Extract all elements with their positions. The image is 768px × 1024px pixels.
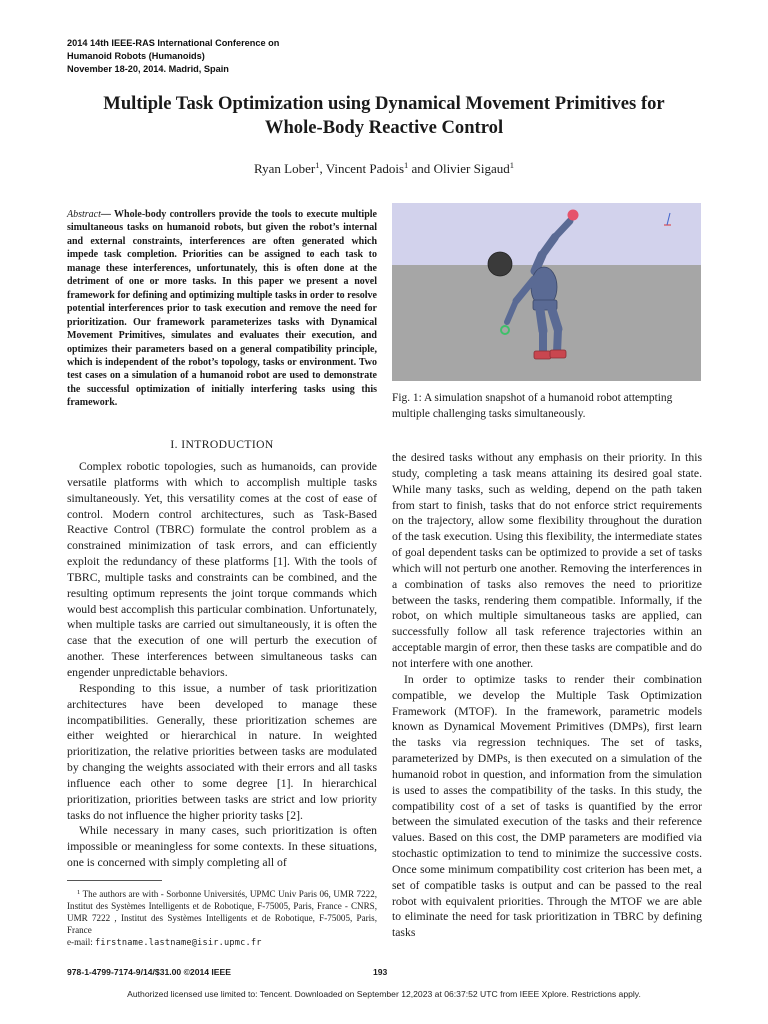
footnote-mark: 1 (77, 889, 81, 896)
figure-caption: Fig. 1: A simulation snapshot of a humanoid robot attempting multiple challenging tasks simultaneously. (392, 392, 673, 420)
footnote (67, 888, 377, 949)
email-address: firstname.lastname@isir.upmc.fr (95, 938, 262, 949)
red-target-marker (568, 210, 579, 221)
author-2: Vincent Padois (325, 161, 405, 176)
footer-isbn: 978-1-4799-7174-9/14/$31.00 ©2014 IEEE (67, 967, 232, 977)
abstract-label: Abstract (67, 209, 101, 220)
email-label: e-mail: (67, 937, 96, 948)
footnote-divider (67, 880, 162, 881)
introduction-right-column (392, 450, 702, 941)
author-3: Olivier Sigaud (433, 161, 510, 176)
license-notice: Authorized licensed use limited to: Tencent. Downloaded on September 12,2023 at 06:37:52 UTC from IEEE Xplore. Restrictions apply. (127, 989, 641, 999)
intro-paragraph-1: Complex robotic topologies, such as humanoids, can provide versatile platforms with which to accomplish multiple tasks simultaneously. Yet, this versatility comes at the cost of ease of control. Modern control architectures, such as Task-Based Reactive Control (TBRC) formulate the control problem as a constrained minimization of task errors, and can efficiently exploit the redundancy of these platforms [1]. With the tools of TBRC, multiple tasks and constraints can be combined, and the resulting optimum represents the joint torque commands which would best accomplish this particular combination. Unfortunately, when multiple tasks are carried out simultaneously, it is often the case that the execution of one will perturb the execution of another. These interferences between simultaneous tasks can engender unpredictable behaviors. (67, 460, 377, 679)
affiliation-mark: 1 (509, 160, 514, 170)
right-paragraph-2: In order to optimize tasks to render their combination compatible, we develop the Multiple Task Optimization Framework (MTOF). In the framework, parametric models known as Dynamical Movement Primitives (DMPs), first learn the tasks via regression techniques. The set of tasks, parameterized by DMPs, is then executed on a simulation of the humanoid robot in question, and information from the simulation is used to asses the compatibility of the tasks. In this study, the compatibility cost of a set of tasks is quantified by the error between the simulated execution of the tasks and their reference values. Based on this cost, the DMP parameters are modified via stochastic optimization to tend to minimize the successive costs. Once some minimum compatibility cost criterion has been met, a set of compatible tasks is output and can be passed to the real robot with equivalent priorities. Through the MTOF we are able to eliminate the need for task prioritization in TBRC by defining tasks (392, 672, 702, 940)
footnote-text: The authors are with - Sorbonne Universités, UPMC Univ Paris 06, UMR 7222, Institut des Systèmes Intelligents et de Robotique, F-75005, Paris, France - CNRS, UMR 7222 , Institut des Systèmes Intelligents et de Robotique, F-75005, Paris, France (67, 889, 378, 936)
intro-paragraph-3: While necessary in many cases, such prioritization is often impossible or meaningless for some contexts. In these situations, one is concerned with simply completing all of (67, 824, 377, 870)
paper-title (40, 92, 728, 140)
introduction-left-column (67, 459, 377, 871)
figure-simulation-snapshot (392, 203, 701, 381)
figure-sky (392, 203, 701, 265)
conference-line-1: 2014 14th IEEE-RAS International Conference on (67, 38, 280, 48)
conference-header (67, 37, 467, 76)
section-heading-introduction: I. INTRODUCTION (170, 438, 274, 451)
footnote-affiliation (67, 888, 377, 936)
page-number: 193 (373, 967, 388, 977)
abstract-text: Whole-body controllers provide the tools to execute multiple simultaneous tasks on humanoid robots, but given the robot’s internal and external constraints, interferences are often generated which impede task completion. Priorities can be assigned to each task to manage these interferences, unfortunately, this is often done at the detriment of one or more tasks. In this paper we present a novel framework for defining and optimizing multiple tasks in order to resolve potential interferences prior to task execution and remove the need for prioritization. Our framework parameterizes tasks with Dynamical Movement Primitives, simulates and evaluates their execution, and optimizes their parameters based on a general compatibility principle, which is independent of the robot’s topology, tasks or environment. Two test cases on a simulation of a humanoid robot are used to demonstrate the successful optimization of initially interfering tasks using this framework. (67, 209, 377, 409)
author-and: and (408, 161, 434, 176)
footnote-email-line (67, 936, 377, 949)
title-line-2: Whole-Body Reactive Control (264, 117, 504, 138)
conference-line-2: Humanoid Robots (Humanoids) (67, 51, 205, 61)
affiliation-mark: 1 (404, 160, 409, 170)
author-1: Ryan Lober (254, 161, 316, 176)
author-separator: , (319, 161, 326, 176)
author-list (40, 160, 728, 178)
simulation-render (392, 203, 701, 381)
intro-paragraph-2: Responding to this issue, a number of task prioritization architectures have been developed to manage these incompatibilities. Generally, these prioritization schemes are either weighted or hierarchical in nature. In weighted prioritization, the relative priorities between tasks are modulated by changing the weights associated with their errors and all tasks influence each other to some degree [1]. In hierarchical prioritization, priorities between tasks are strict and low priority tasks do not influence the higher priority tasks [2]. (67, 681, 377, 822)
affiliation-mark: 1 (315, 160, 320, 170)
abstract-dash: — (100, 209, 115, 220)
robot-head (488, 252, 512, 276)
abstract (67, 208, 377, 410)
right-paragraph-1: the desired tasks without any emphasis on their priority. In this study, completing a task means attaining its desired goal state. While many tasks, such as welding, depend on the path taken from start to finish, tasks that do not enforce strict requirements on the trajectory, allow some flexibility throughout the duration of the task execution. Using this flexibility, the intermediate states of goal dependent tasks can be optimized to provide a set of tasks which will not perturb one another. Removing the interferences in a combination of tasks also removes the need to prioritize between the tasks, rendering them compatible. Informally, if the robot, on which multiple simultaneous tasks are applied, can successfully follow all task reference trajectories within an acceptable margin of error, then these tasks are compatible and do not interfere with one another. (392, 451, 702, 670)
title-line-1: Multiple Task Optimization using Dynamical Movement Primitives for (103, 93, 665, 114)
conference-line-3: November 18-20, 2014. Madrid, Spain (67, 64, 229, 74)
